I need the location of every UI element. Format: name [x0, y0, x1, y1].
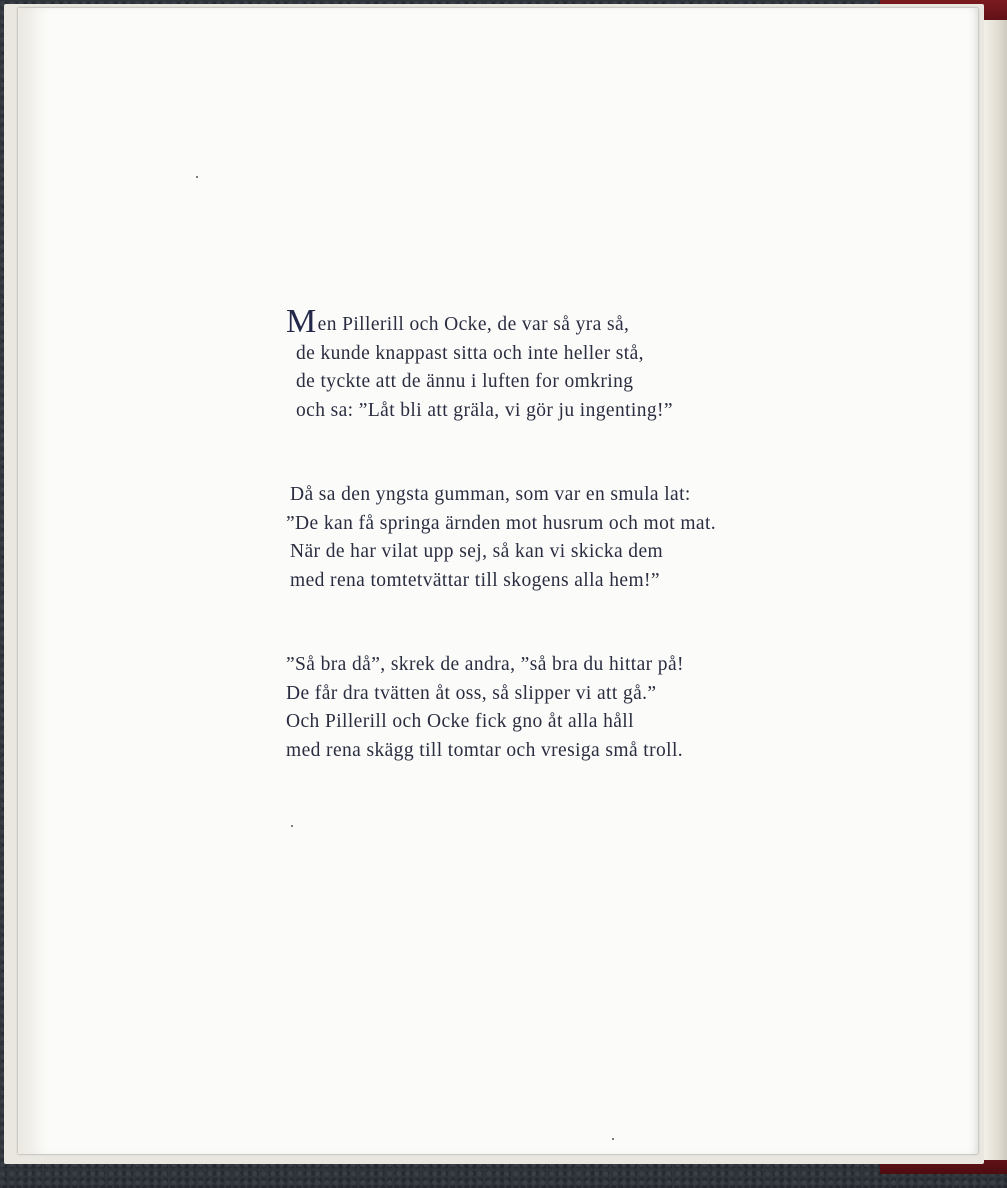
- stanza: [286, 303, 806, 425]
- poem-line-text: en Pillerill och Ocke, de var så yra så,: [317, 314, 630, 335]
- drop-cap: M: [286, 303, 317, 340]
- page-edge-right: [983, 20, 1007, 1160]
- poem-line: ”Så bra då”, skrek de andra, ”så bra du hittar på!: [286, 654, 684, 675]
- stanza: [286, 651, 806, 765]
- poem-line: Och Pillerill och Ocke fick gno åt alla håll: [286, 711, 634, 732]
- paper-speck: [612, 1138, 614, 1140]
- poem-line: med rena tomtetvättar till skogens alla hem!”: [290, 569, 660, 591]
- poem-text: [286, 303, 806, 821]
- poem-line: De får dra tvätten åt oss, så slipper vi att gå.”: [286, 682, 657, 704]
- poem-line: När de har vilat upp sej, så kan vi skicka dem: [290, 541, 664, 562]
- page-gutter: [18, 8, 48, 1154]
- poem-line: och sa: ”Låt bli att gräla, vi gör ju ingenting!”: [296, 399, 673, 421]
- poem-line: de tyckte att de ännu i luften for omkring: [296, 371, 634, 392]
- paper-speck: [196, 176, 198, 178]
- poem-line: [286, 303, 806, 340]
- paper-speck: [291, 825, 293, 827]
- poem-line: med rena skägg till tomtar och vresiga små troll.: [286, 739, 684, 761]
- poem-line: Då sa den yngsta gumman, som var en smula lat:: [290, 484, 691, 505]
- poem-line: de kunde knappast sitta och inte heller stå,: [296, 342, 644, 364]
- poem-line: ”De kan få springa ärnden mot husrum och mot mat.: [286, 512, 717, 534]
- stanza: [286, 481, 806, 595]
